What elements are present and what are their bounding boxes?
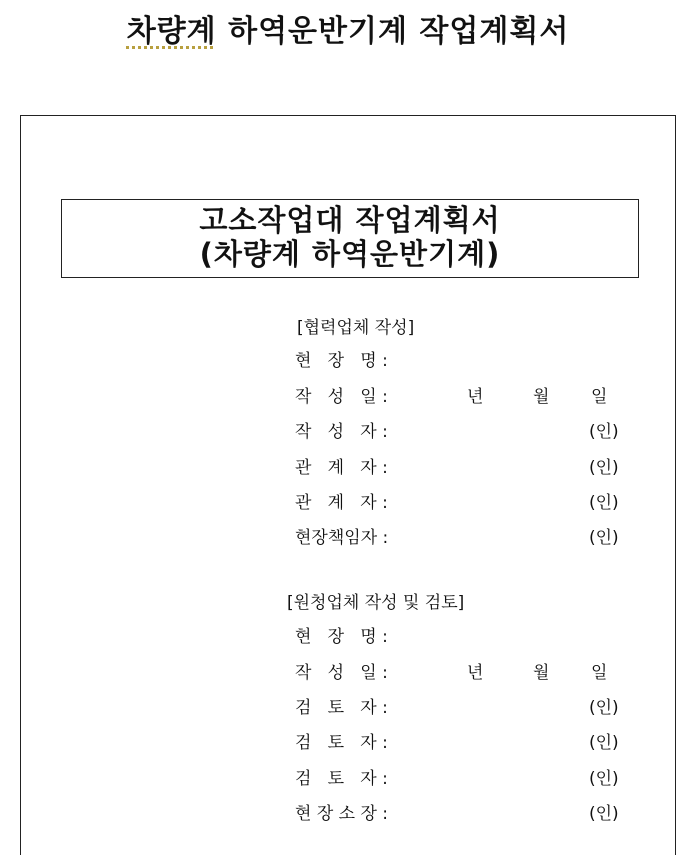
form-title-line2: (차량계 하역운반기계): [199, 237, 501, 271]
row-label: 작 성 일 :: [295, 387, 388, 407]
seal-mark: (인): [589, 733, 619, 753]
row-label: 검 토 자 :: [295, 698, 388, 718]
year-label: 년: [467, 387, 484, 407]
section1-row-site-name: [295, 349, 635, 373]
section1-row-author: [295, 420, 635, 444]
day-label: 일: [591, 387, 608, 407]
section2-heading: [원청업체 작성 및 검토]: [287, 593, 465, 613]
section2-row-date: [295, 661, 635, 685]
document-title-underlined: 차량계: [126, 14, 217, 49]
seal-mark: (인): [589, 422, 619, 442]
section2-row-reviewer-3: [295, 767, 635, 791]
row-label: 관 계 자 :: [295, 493, 388, 513]
seal-mark: (인): [589, 698, 619, 718]
section1-heading: [협력업체 작성]: [297, 318, 415, 338]
seal-mark: (인): [589, 493, 619, 513]
row-label: 현장책임자 :: [295, 528, 389, 548]
row-label: 현 장 소 장 :: [295, 804, 389, 824]
seal-mark: (인): [589, 804, 619, 824]
row-label: 검 토 자 :: [295, 769, 388, 789]
form-title-line1: 고소작업대 작업계획서: [199, 203, 501, 237]
section2-row-site-name: [295, 625, 635, 649]
seal-mark: (인): [589, 528, 619, 548]
section2-row-reviewer-1: [295, 696, 635, 720]
year-label: 년: [467, 663, 484, 683]
row-label: 작 성 일 :: [295, 663, 388, 683]
seal-mark: (인): [589, 769, 619, 789]
row-label: 관 계 자 :: [295, 458, 388, 478]
section1-row-date: [295, 385, 635, 409]
day-label: 일: [591, 663, 608, 683]
row-label: 현 장 명 :: [295, 627, 388, 647]
seal-mark: (인): [589, 458, 619, 478]
row-label: 현 장 명 :: [295, 351, 388, 371]
section2-row-site-director: [295, 802, 635, 826]
row-label: 검 토 자 :: [295, 733, 388, 753]
form-frame: [20, 115, 676, 855]
row-label: 작 성 자 :: [295, 422, 388, 442]
section1-row-related-person-2: [295, 491, 635, 515]
form-title-box: [61, 199, 639, 278]
document-title-rest: 하역운반기계 작업계획서: [216, 14, 570, 49]
month-label: 월: [533, 387, 550, 407]
document-title: [0, 10, 696, 54]
section2-row-reviewer-2: [295, 731, 635, 755]
section1-row-site-manager: [295, 526, 635, 550]
section1-row-related-person-1: [295, 456, 635, 480]
month-label: 월: [533, 663, 550, 683]
